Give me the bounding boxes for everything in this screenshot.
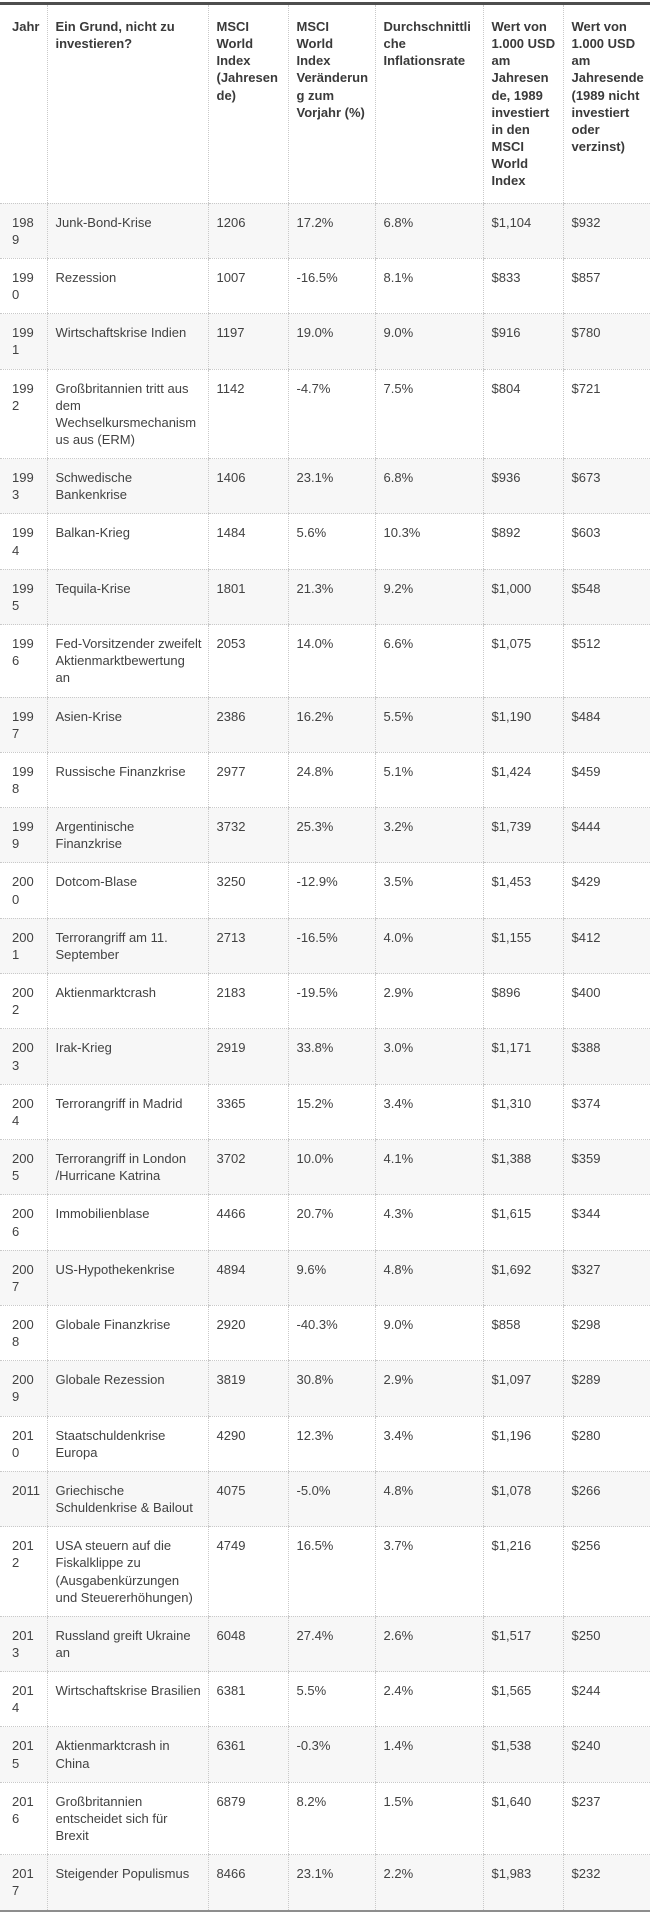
cell-jahr: 2002 — [0, 974, 47, 1029]
table-row — [0, 1855, 650, 1911]
cell-grund: Griechische Schuldenkrise & Bailout — [47, 1471, 208, 1526]
cell-inflationsrate: 5.1% — [375, 752, 483, 807]
cell-wert-nicht-investiert: $240 — [563, 1727, 650, 1782]
cell-wert-nicht-investiert: $721 — [563, 369, 650, 459]
cell-wert-investiert: $1,000 — [483, 569, 563, 624]
cell-inflationsrate: 3.4% — [375, 1416, 483, 1471]
cell-inflationsrate: 9.0% — [375, 1305, 483, 1360]
cell-veraenderung: 5.6% — [288, 514, 375, 569]
cell-grund: Asien-Krise — [47, 697, 208, 752]
cell-veraenderung: 5.5% — [288, 1672, 375, 1727]
cell-wert-nicht-investiert: $444 — [563, 808, 650, 863]
table-row — [0, 1527, 650, 1617]
cell-grund: Wirtschaftskrise Brasilien — [47, 1672, 208, 1727]
cell-grund: Balkan-Krieg — [47, 514, 208, 569]
cell-inflationsrate: 3.0% — [375, 1029, 483, 1084]
table-header — [0, 4, 650, 204]
cell-msci-index: 3250 — [208, 863, 288, 918]
cell-wert-nicht-investiert: $780 — [563, 314, 650, 369]
table-row — [0, 808, 650, 863]
cell-msci-index: 4290 — [208, 1416, 288, 1471]
cell-veraenderung: -40.3% — [288, 1305, 375, 1360]
cell-grund: Staatschuldenkrise Europa — [47, 1416, 208, 1471]
cell-msci-index: 6879 — [208, 1782, 288, 1854]
cell-msci-index: 4075 — [208, 1471, 288, 1526]
cell-veraenderung: 16.5% — [288, 1527, 375, 1617]
cell-wert-investiert: $1,216 — [483, 1527, 563, 1617]
cell-grund: Russland greift Ukraine an — [47, 1616, 208, 1671]
cell-jahr: 1998 — [0, 752, 47, 807]
cell-grund: Immobilienblase — [47, 1195, 208, 1250]
cell-jahr: 2014 — [0, 1672, 47, 1727]
cell-wert-nicht-investiert: $548 — [563, 569, 650, 624]
table-body — [0, 203, 650, 1911]
cell-wert-investiert: $1,538 — [483, 1727, 563, 1782]
cell-grund: Großbritannien entscheidet sich für Brexit — [47, 1782, 208, 1854]
cell-grund: Terrorangriff in Madrid — [47, 1084, 208, 1139]
cell-wert-nicht-investiert: $374 — [563, 1084, 650, 1139]
cell-jahr: 1993 — [0, 459, 47, 514]
cell-inflationsrate: 4.8% — [375, 1250, 483, 1305]
table-row — [0, 1416, 650, 1471]
table-row — [0, 625, 650, 697]
cell-inflationsrate: 2.4% — [375, 1672, 483, 1727]
cell-jahr: 1991 — [0, 314, 47, 369]
col-header-msci-index: MSCI World Index (Jahresende) — [208, 4, 288, 204]
table-row — [0, 569, 650, 624]
cell-wert-nicht-investiert: $603 — [563, 514, 650, 569]
cell-wert-nicht-investiert: $344 — [563, 1195, 650, 1250]
cell-veraenderung: 20.7% — [288, 1195, 375, 1250]
cell-msci-index: 8466 — [208, 1855, 288, 1911]
cell-wert-nicht-investiert: $327 — [563, 1250, 650, 1305]
cell-grund: Tequila-Krise — [47, 569, 208, 624]
cell-wert-investiert: $1,615 — [483, 1195, 563, 1250]
cell-wert-nicht-investiert: $298 — [563, 1305, 650, 1360]
cell-jahr: 2011 — [0, 1471, 47, 1526]
col-header-wert-investiert: Wert von 1.000 USD am Jahresende, 1989 investiert in den MSCI World Index — [483, 4, 563, 204]
cell-wert-nicht-investiert: $484 — [563, 697, 650, 752]
cell-jahr: 1994 — [0, 514, 47, 569]
cell-veraenderung: 30.8% — [288, 1361, 375, 1416]
table-row — [0, 314, 650, 369]
cell-veraenderung: -12.9% — [288, 863, 375, 918]
cell-msci-index: 1206 — [208, 203, 288, 258]
cell-wert-investiert: $1,104 — [483, 203, 563, 258]
table-row — [0, 1195, 650, 1250]
table-row — [0, 1471, 650, 1526]
cell-grund: Fed-Vorsitzender zweifelt Aktienmarktbewertung an — [47, 625, 208, 697]
cell-veraenderung: -16.5% — [288, 258, 375, 313]
cell-wert-nicht-investiert: $232 — [563, 1855, 650, 1911]
cell-grund: Wirtschaftskrise Indien — [47, 314, 208, 369]
cell-grund: Argentinische Finanzkrise — [47, 808, 208, 863]
cell-jahr: 2017 — [12, 1866, 34, 1899]
col-header-veraenderung: MSCI World Index Veränderung zum Vorjahr (%) — [288, 4, 375, 204]
table-row — [0, 1250, 650, 1305]
cell-wert-investiert: $1,388 — [483, 1140, 563, 1195]
cell-wert-nicht-investiert: $289 — [563, 1361, 650, 1416]
cell-wert-nicht-investiert: $359 — [563, 1140, 650, 1195]
cell-msci-index: 6048 — [208, 1616, 288, 1671]
table-row — [0, 863, 650, 918]
cell-msci-index: 6361 — [208, 1727, 288, 1782]
table-row — [0, 752, 650, 807]
cell-inflationsrate: 3.4% — [375, 1084, 483, 1139]
cell-wert-investiert: $804 — [483, 369, 563, 459]
cell-inflationsrate: 1.5% — [375, 1782, 483, 1854]
cell-wert-investiert: $1,078 — [483, 1471, 563, 1526]
cell-wert-nicht-investiert: $280 — [563, 1416, 650, 1471]
cell-jahr: 1992 — [0, 369, 47, 459]
cell-grund: Junk-Bond-Krise — [47, 203, 208, 258]
cell-inflationsrate: 1.4% — [375, 1727, 483, 1782]
cell-grund: USA steuern auf die Fiskalklippe zu (Ausgabenkürzungen und Steuererhöhungen) — [47, 1527, 208, 1617]
cell-wert-investiert: $1,517 — [483, 1616, 563, 1671]
cell-msci-index: 1484 — [208, 514, 288, 569]
cell-inflationsrate: 3.7% — [375, 1527, 483, 1617]
cell-wert-nicht-investiert: $237 — [563, 1782, 650, 1854]
table-row — [0, 1140, 650, 1195]
cell-jahr: 2001 — [0, 918, 47, 973]
cell-veraenderung: 14.0% — [288, 625, 375, 697]
cell-msci-index: 4894 — [208, 1250, 288, 1305]
cell-msci-index: 1197 — [208, 314, 288, 369]
cell-grund: Russische Finanzkrise — [47, 752, 208, 807]
cell-veraenderung: 12.3% — [288, 1416, 375, 1471]
cell-wert-investiert: $1,310 — [483, 1084, 563, 1139]
table-row — [0, 459, 650, 514]
cell-wert-nicht-investiert: $932 — [563, 203, 650, 258]
cell-grund: Aktienmarktcrash in China — [47, 1727, 208, 1782]
cell-grund: Schwedische Bankenkrise — [47, 459, 208, 514]
cell-jahr: 2003 — [0, 1029, 47, 1084]
table-row — [0, 1361, 650, 1416]
cell-msci-index: 1142 — [208, 369, 288, 459]
cell-wert-nicht-investiert: $429 — [563, 863, 650, 918]
data-table-container — [0, 2, 650, 1912]
cell-jahr: 2008 — [0, 1305, 47, 1360]
cell-jahr: 2013 — [0, 1616, 47, 1671]
table-row — [0, 1782, 650, 1854]
cell-msci-index: 1007 — [208, 258, 288, 313]
cell-wert-investiert: $1,155 — [483, 918, 563, 973]
col-header-jahr: Jahr — [0, 4, 47, 204]
cell-veraenderung: 27.4% — [288, 1616, 375, 1671]
table-row — [0, 1305, 650, 1360]
cell-inflationsrate: 5.5% — [375, 697, 483, 752]
cell-msci-index: 2053 — [208, 625, 288, 697]
cell-inflationsrate: 10.3% — [375, 514, 483, 569]
cell-wert-investiert: $1,097 — [483, 1361, 563, 1416]
cell-wert-nicht-investiert: $512 — [563, 625, 650, 697]
cell-jahr: 2006 — [0, 1195, 47, 1250]
col-header-grund: Ein Grund, nicht zu investieren? — [47, 4, 208, 204]
cell-jahr: 2007 — [0, 1250, 47, 1305]
table-row — [0, 974, 650, 1029]
header-row — [0, 4, 650, 204]
cell-inflationsrate: 2.6% — [375, 1616, 483, 1671]
cell-veraenderung: 10.0% — [288, 1140, 375, 1195]
cell-wert-investiert: $892 — [483, 514, 563, 569]
cell-msci-index: 2386 — [208, 697, 288, 752]
cell-wert-investiert: $858 — [483, 1305, 563, 1360]
cell-wert-nicht-investiert: $400 — [563, 974, 650, 1029]
cell-jahr: 2000 — [0, 863, 47, 918]
cell-jahr: 2016 — [0, 1782, 47, 1854]
cell-wert-nicht-investiert: $266 — [563, 1471, 650, 1526]
cell-veraenderung: -19.5% — [288, 974, 375, 1029]
cell-jahr: 1996 — [0, 625, 47, 697]
cell-wert-investiert: $1,075 — [483, 625, 563, 697]
cell-wert-investiert: $1,565 — [483, 1672, 563, 1727]
cell-veraenderung: -16.5% — [288, 918, 375, 973]
cell-veraenderung: 23.1% — [288, 1855, 375, 1911]
table-row — [0, 918, 650, 973]
cell-veraenderung: -5.0% — [288, 1471, 375, 1526]
cell-msci-index: 1801 — [208, 569, 288, 624]
table-row — [0, 203, 650, 258]
cell-veraenderung: 8.2% — [288, 1782, 375, 1854]
cell-grund: US-Hypothekenkrise — [47, 1250, 208, 1305]
cell-wert-nicht-investiert: $256 — [563, 1527, 650, 1617]
cell-wert-investiert: $1,640 — [483, 1782, 563, 1854]
cell-veraenderung: 33.8% — [288, 1029, 375, 1084]
cell-grund: Großbritannien tritt aus dem Wechselkursmechanismus aus (ERM) — [47, 369, 208, 459]
table-row — [0, 697, 650, 752]
cell-jahr: 1997 — [0, 697, 47, 752]
cell-inflationsrate: 4.8% — [375, 1471, 483, 1526]
cell-wert-nicht-investiert: $244 — [563, 1672, 650, 1727]
col-header-inflationsrate: Durchschnittliche Inflationsrate — [375, 4, 483, 204]
cell-msci-index: 2977 — [208, 752, 288, 807]
cell-grund: Steigender Populismus — [47, 1855, 208, 1911]
cell-grund: Globale Rezession — [47, 1361, 208, 1416]
cell-inflationsrate: 6.6% — [375, 625, 483, 697]
cell-msci-index: 4749 — [208, 1527, 288, 1617]
cell-inflationsrate: 2.9% — [375, 974, 483, 1029]
cell-msci-index: 4466 — [208, 1195, 288, 1250]
cell-msci-index: 2920 — [208, 1305, 288, 1360]
cell-veraenderung: 21.3% — [288, 569, 375, 624]
cell-veraenderung: 16.2% — [288, 697, 375, 752]
cell-wert-investiert: $1,983 — [483, 1855, 563, 1911]
cell-wert-nicht-investiert: $857 — [563, 258, 650, 313]
cell-inflationsrate: 8.1% — [375, 258, 483, 313]
cell-grund: Irak-Krieg — [47, 1029, 208, 1084]
cell-wert-investiert: $1,424 — [483, 752, 563, 807]
table-row — [0, 1084, 650, 1139]
cell-msci-index: 2919 — [208, 1029, 288, 1084]
cell-inflationsrate: 7.5% — [375, 369, 483, 459]
cell-msci-index: 3365 — [208, 1084, 288, 1139]
cell-jahr: 2010 — [0, 1416, 47, 1471]
cell-wert-nicht-investiert: $459 — [563, 752, 650, 807]
cell-wert-investiert: $896 — [483, 974, 563, 1029]
table-row — [0, 258, 650, 313]
table-row — [0, 1616, 650, 1671]
cell-grund: Rezession — [47, 258, 208, 313]
cell-wert-nicht-investiert: $673 — [563, 459, 650, 514]
cell-jahr: 2005 — [0, 1140, 47, 1195]
cell-veraenderung: -0.3% — [288, 1727, 375, 1782]
cell-wert-nicht-investiert: $388 — [563, 1029, 650, 1084]
cell-veraenderung: 15.2% — [288, 1084, 375, 1139]
cell-veraenderung: 25.3% — [288, 808, 375, 863]
cell-veraenderung: 24.8% — [288, 752, 375, 807]
cell-wert-investiert: $1,171 — [483, 1029, 563, 1084]
cell-grund: Dotcom-Blase — [47, 863, 208, 918]
cell-jahr: 1990 — [0, 258, 47, 313]
cell-inflationsrate: 9.2% — [375, 569, 483, 624]
cell-inflationsrate: 6.8% — [375, 459, 483, 514]
table-row — [0, 1672, 650, 1727]
cell-inflationsrate: 6.8% — [375, 203, 483, 258]
cell-msci-index: 2713 — [208, 918, 288, 973]
cell-jahr: 1995 — [0, 569, 47, 624]
cell-wert-investiert: $1,190 — [483, 697, 563, 752]
cell-wert-investiert: $1,692 — [483, 1250, 563, 1305]
cell-grund: Terrorangriff in London /Hurricane Katrina — [47, 1140, 208, 1195]
cell-grund: Aktienmarktcrash — [47, 974, 208, 1029]
cell-veraenderung: 23.1% — [288, 459, 375, 514]
cell-msci-index: 3732 — [208, 808, 288, 863]
cell-msci-index: 2183 — [208, 974, 288, 1029]
cell-wert-nicht-investiert: $412 — [563, 918, 650, 973]
cell-msci-index: 6381 — [208, 1672, 288, 1727]
cell-jahr: 2004 — [0, 1084, 47, 1139]
cell-wert-nicht-investiert: $250 — [563, 1616, 650, 1671]
cell-wert-investiert: $916 — [483, 314, 563, 369]
cell-jahr: 1999 — [0, 808, 47, 863]
cell-veraenderung: 9.6% — [288, 1250, 375, 1305]
cell-jahr: 2015 — [0, 1727, 47, 1782]
cell-veraenderung: 19.0% — [288, 314, 375, 369]
table-row — [0, 369, 650, 459]
cell-inflationsrate: 3.5% — [375, 863, 483, 918]
cell-jahr: 2012 — [0, 1527, 47, 1617]
cell-veraenderung: -4.7% — [288, 369, 375, 459]
cell-msci-index: 1406 — [208, 459, 288, 514]
cell-grund: Globale Finanzkrise — [47, 1305, 208, 1360]
cell-msci-index: 3819 — [208, 1361, 288, 1416]
cell-wert-investiert: $1,196 — [483, 1416, 563, 1471]
cell-jahr: 1989 — [0, 203, 47, 258]
cell-msci-index: 3702 — [208, 1140, 288, 1195]
cell-inflationsrate: 2.9% — [375, 1361, 483, 1416]
cell-inflationsrate: 3.2% — [375, 808, 483, 863]
cell-inflationsrate: 9.0% — [375, 314, 483, 369]
cell-inflationsrate: 4.3% — [375, 1195, 483, 1250]
cell-wert-investiert: $833 — [483, 258, 563, 313]
cell-veraenderung: 17.2% — [288, 203, 375, 258]
cell-grund: Terrorangriff am 11. September — [47, 918, 208, 973]
msci-world-crisis-table — [0, 2, 650, 1912]
cell-inflationsrate: 4.0% — [375, 918, 483, 973]
cell-jahr: 2009 — [0, 1361, 47, 1416]
cell-inflationsrate: 2.2% — [375, 1855, 483, 1911]
cell-wert-investiert: $936 — [483, 459, 563, 514]
cell-wert-investiert: $1,453 — [483, 863, 563, 918]
table-row — [0, 1029, 650, 1084]
table-row — [0, 514, 650, 569]
col-header-wert-nicht-investiert: Wert von 1.000 USD am Jahresende (1989 nicht investiert oder verzinst) — [563, 4, 650, 204]
cell-inflationsrate: 4.1% — [375, 1140, 483, 1195]
cell-wert-investiert: $1,739 — [483, 808, 563, 863]
table-row — [0, 1727, 650, 1782]
